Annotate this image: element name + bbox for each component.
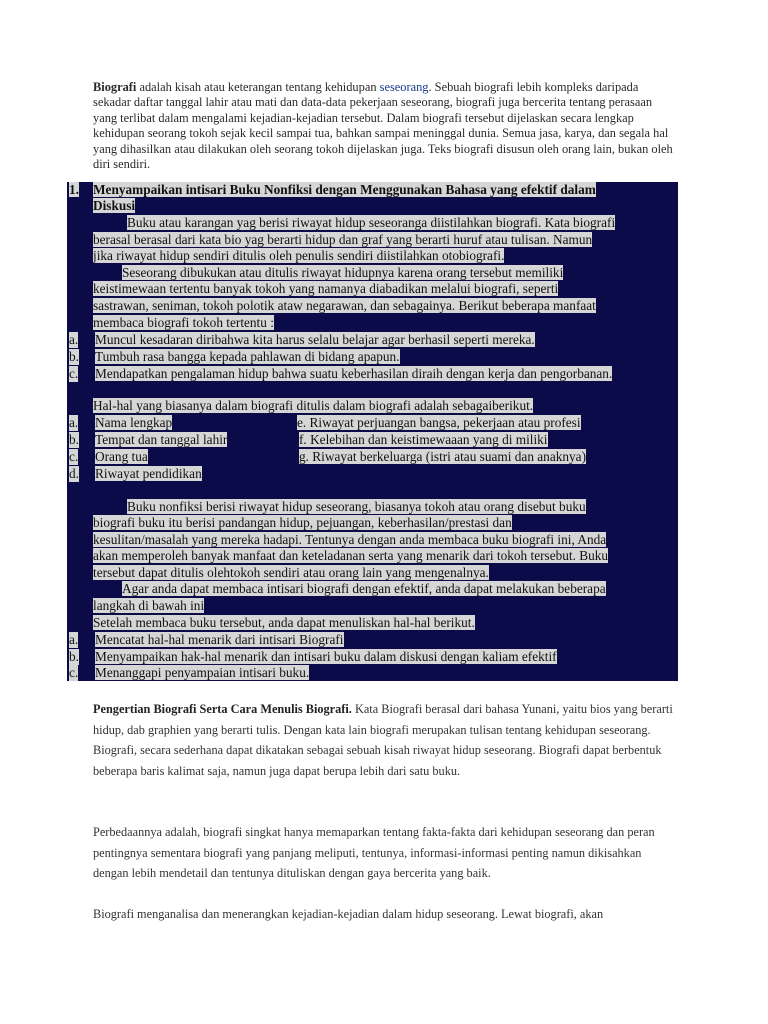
list-item: e. Riwayat perjuangan bangsa, pekerjaan atau profesi: [297, 415, 581, 430]
body-line: Buku nonfiksi berisi riwayat hidup seseorang, biasanya tokoh atau orang disebut buku: [127, 499, 586, 514]
body-line: langkah di bawah ini: [93, 598, 205, 613]
list-marker: a.: [69, 415, 79, 430]
list-item: Menanggapi penyampaian intisari buku.: [95, 665, 310, 680]
paragraph-pengertian: [93, 699, 673, 781]
body-line: jika riwayat hidup sendiri ditulis oleh penulis sendiri diistilahkan otobiografi.: [93, 248, 505, 263]
list-item: Mendapatkan pengalaman hidup bahwa suatu keberhasilan diraih dengan kerja dan pengorbanan.: [95, 366, 613, 381]
section-heading-line2: Diskusi: [93, 198, 136, 213]
intro-text-2: . Sebuah biografi lebih kompleks daripada sekadar daftar tanggal lahir atau mati dan data-data pekerjaan seseorang, biografi juga bercerita tentang perasaan yang terlibat dalam mengalami kejadian-kejadian tersebut. Dalam biografi tersebut dijelaskan secara lengkap kehidupan seorang tokoh sejak kecil sampai tua, bahkan sampai meninggal dunia. Semua jasa, karya, dan segala hal yang dihasilkan atau dilakukan oleh seorang tokoh dijelaskan juga. Teks biografi disusun oleh orang lain, bukan oleh diri sendiri.: [93, 80, 673, 172]
paragraph-perbedaan: Perbedaannya adalah, biografi singkat hanya memaparkan tentang fakta-fakta dari kehidupan seseorang dan peran pentingnya sementara biografi yang panjang meliputi, tentunya, informasi-informasi penting namun dikisahkan dengan lebih mendetail dan tentunya dituliskan dengan gaya bercerita yang baik.: [93, 825, 655, 880]
list-item: f. Kelebihan dan keistimewaaan yang di miliki: [299, 432, 548, 447]
list-marker: d.: [69, 466, 79, 481]
list-marker: a.: [69, 332, 79, 347]
seseorang-link[interactable]: seseorang: [379, 80, 429, 94]
paragraph-text: Kata Biografi berasal dari bahasa Yunani, yaitu bios yang berarti hidup, dab graphien yang berarti tulis. Dengan kata lain biografi merupakan tulisan tentang kehidupan seseorang. Biografi, secara sederhana dapat dikatakan sebagai sebuah kisah riwayat hidup seseorang. Biografi dapat berbentuk beberapa baris kalimat saja, namun juga dapat berupa lebih dari satu buku.: [93, 702, 673, 778]
list-item: Muncul kesadaran diribahwa kita harus selalu belajar agar berhasil seperti mereka.: [95, 332, 535, 347]
list-marker: b.: [69, 432, 79, 447]
body-line: Buku atau karangan yag berisi riwayat hidup seseoranga diistilahkan biografi. Kata biografi: [127, 215, 616, 230]
body-line: berasal berasal dari kata bio yag berarti hidup dan graf yang berarti huruf atau tulisan. Namun: [93, 232, 593, 247]
list-marker: a.: [69, 632, 79, 647]
body-line: akan memperoleh banyak manfaat dan keteladanan serta yang menarik dari tokoh tersebut. Buku: [93, 548, 609, 563]
section-heading-line1: Menyampaikan intisari Buku Nonfiksi dengan Menggunakan Bahasa yang efektif dalam: [93, 182, 596, 197]
list-item: Nama lengkap: [95, 415, 173, 430]
list-item: Riwayat pendidikan: [95, 466, 202, 481]
list-intro: Hal-hal yang biasanya dalam biografi ditulis dalam biografi adalah sebagaiberikut.: [93, 398, 534, 413]
intro-paragraph: [93, 80, 673, 172]
list-marker: b.: [69, 349, 79, 364]
body-line: tersebut dapat ditulis olehtokoh sendiri atau orang lain yang mengenalnya.: [93, 565, 489, 580]
list-marker: b.: [69, 649, 79, 664]
body-line: biografi buku itu berisi pandangan hidup, pejuangan, keberhasilan/prestasi dan: [93, 515, 512, 530]
list-item: g. Riwayat berkeluarga (istri atau suami dan anaknya): [299, 449, 587, 464]
list-item: Menyampaikan hak-hal menarik dan intisari buku dalam diskusi dengan kaliam efektif: [95, 649, 557, 664]
paragraph-heading: Pengertian Biografi Serta Cara Menulis Biografi.: [93, 702, 352, 716]
list-item: Mencatat hal-hal menarik dari intisari Biografi: [95, 632, 344, 647]
list-item: Tempat dan tanggal lahir: [95, 432, 228, 447]
list-marker: c.: [69, 665, 79, 680]
body-line: keistimewaan tertentu banyak tokoh yang namanya diabadikan melalui biografi, seperti: [93, 281, 559, 296]
heading-number: 1.: [69, 182, 79, 197]
body-line: Setelah membaca buku tersebut, anda dapat menuliskan hal-hal berikut.: [93, 615, 475, 630]
body-line: Seseorang dibukukan atau ditulis riwayat hidupnya karena orang tersebut memiliki: [122, 265, 564, 280]
body-line: Agar anda dapat membaca intisari biografi dengan efektif, anda dapat melakukan beberapa: [122, 581, 606, 596]
list-marker: c.: [69, 366, 79, 381]
list-item: Orang tua: [95, 449, 148, 464]
body-line: kesulitan/masalah yang mereka hadapi. Tentunya dengan anda membaca buku biografi ini, Anda: [93, 532, 607, 547]
list-marker: c.: [69, 449, 79, 464]
paragraph-analisa: Biografi menganalisa dan menerangkan kejadian-kejadian dalam hidup seseorang. Lewat biografi, akan: [93, 907, 604, 921]
body-line: sastrawan, seniman, tokoh polotik ataw negarawan, dan sebagainya. Berikut beberapa manfaat: [93, 298, 596, 313]
body-line: membaca biografi tokoh tertentu :: [93, 315, 274, 330]
list-item: Tumbuh rasa bangga kepada pahlawan di bidang apapun.: [95, 349, 400, 364]
intro-text-1: adalah kisah atau keterangan tentang kehidupan: [136, 80, 380, 94]
intro-term: Biografi: [93, 80, 137, 94]
